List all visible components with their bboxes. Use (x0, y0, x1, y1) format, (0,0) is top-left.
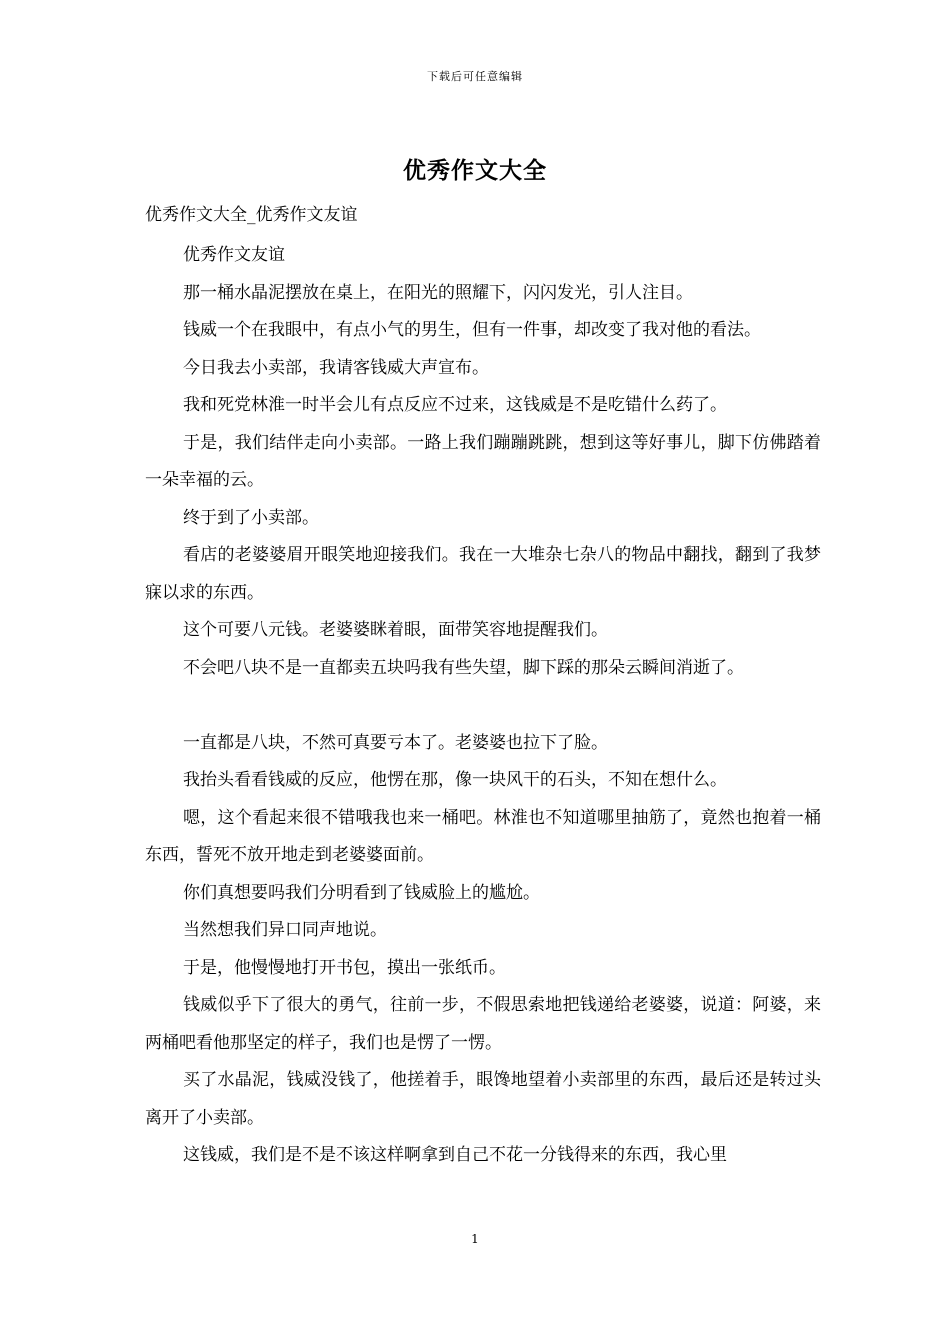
paragraph: 钱威一个在我眼中，有点小气的男生，但有一件事，却改变了我对他的看法。 (183, 320, 761, 340)
page-header: 下载后可任意编辑 (427, 70, 523, 83)
page-number: 1 (471, 1232, 479, 1246)
paragraph: 优秀作文友谊 (183, 245, 285, 265)
paragraph: 你们真想要吗我们分明看到了钱威脸上的尴尬。 (183, 882, 540, 903)
paragraph: 于是，我们结伴走向小卖部。一路上我们蹦蹦跳跳，想到这等好事儿，脚下仿佛踏着一朵幸福的云。 (145, 432, 821, 490)
document-subtitle: 优秀作文大全_优秀作文友谊 (145, 205, 358, 225)
paragraph: 嗯，这个看起来很不错哦我也来一桶吧。林淮也不知道哪里抽筋了，竟然也抱着一桶东西，誓死不放开地走到老婆婆面前。 (145, 807, 821, 865)
paragraph: 我和死党林淮一时半会儿有点反应不过来，这钱威是不是吃错什么药了。 (183, 395, 727, 415)
document-title: 优秀作文大全 (403, 157, 547, 184)
paragraph: 这钱威，我们是不是不该这样啊拿到自己不花一分钱得来的东西，我心里 (183, 1145, 727, 1165)
paragraph: 终于到了小卖部。 (183, 507, 319, 528)
paragraph: 看店的老婆婆眉开眼笑地迎接我们。我在一大堆杂七杂八的物品中翻找，翻到了我梦寐以求的东西。 (145, 545, 821, 603)
paragraph: 买了水晶泥，钱威没钱了，他搓着手，眼馋地望着小卖部里的东西，最后还是转过头离开了小卖部。 (145, 1070, 821, 1128)
paragraph: 当然想我们异口同声地说。 (183, 920, 387, 940)
paragraph: 不会吧八块不是一直都卖五块吗我有些失望，脚下踩的那朵云瞬间消逝了。 (183, 657, 744, 678)
paragraph: 钱威似乎下了很大的勇气，往前一步，不假思索地把钱递给老婆婆，说道：阿婆，来两桶吧看他那坚定的样子，我们也是愣了一愣。 (145, 995, 821, 1053)
paragraph: 一直都是八块，不然可真要亏本了。老婆婆也拉下了脸。 (183, 732, 608, 753)
paragraph: 这个可要八元钱。老婆婆眯着眼，面带笑容地提醒我们。 (183, 620, 608, 640)
paragraph: 我抬头看看钱威的反应，他愣在那，像一块风干的石头，不知在想什么。 (183, 770, 727, 790)
document-body (145, 237, 821, 1175)
paragraph: 于是，他慢慢地打开书包，摸出一张纸币。 (183, 957, 506, 978)
paragraph: 今日我去小卖部，我请客钱威大声宣布。 (183, 357, 489, 378)
paragraph: 那一桶水晶泥摆放在桌上，在阳光的照耀下，闪闪发光，引人注目。 (183, 282, 693, 303)
